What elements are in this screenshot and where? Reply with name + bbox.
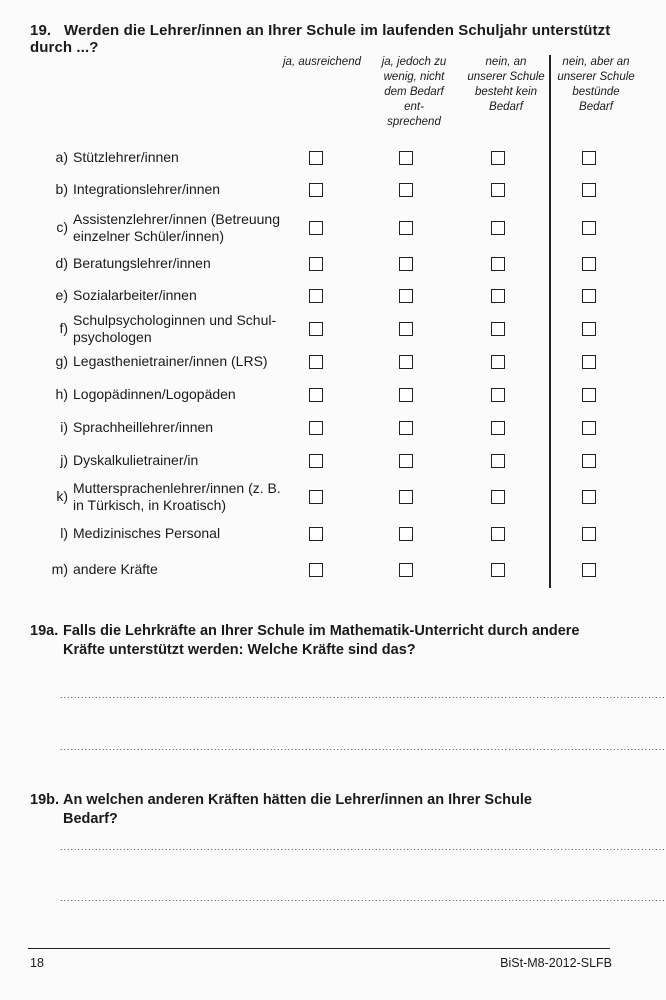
checkbox-row-b-col-3[interactable] (491, 183, 505, 197)
checkbox-row-f-col-2[interactable] (399, 322, 413, 336)
matrix-row-label (38, 386, 288, 403)
matrix-row-label (38, 452, 288, 469)
row-text: andere Kräfte (73, 561, 158, 577)
answer-line-19a-1[interactable]: ............................................................................................................................................................................. (60, 690, 666, 700)
column-header-2: ja, jedoch zu wenig, nicht dem Bedarf ent- sprechend (381, 56, 447, 128)
checkbox-row-k-col-2[interactable] (399, 490, 413, 504)
question-19b-number: 19b. (30, 792, 60, 808)
column-header-1: ja, ausreichend (283, 56, 361, 68)
matrix-row-label (38, 149, 288, 166)
checkbox-row-e-col-3[interactable] (491, 289, 505, 303)
question-19b (30, 791, 590, 829)
matrix-row-label (38, 419, 288, 436)
checkbox-row-d-col-3[interactable] (491, 257, 505, 271)
row-text: Schulpsychologinnen und Schul- psychologen (73, 312, 277, 345)
checkbox-row-b-col-1[interactable] (309, 183, 323, 197)
answer-line-19b-2[interactable]: ............................................................................................................................................................................. (60, 893, 666, 903)
matrix-row-label (38, 561, 288, 578)
checkbox-row-a-col-2[interactable] (399, 151, 413, 165)
matrix-row-label (38, 211, 288, 245)
matrix-row-label (38, 480, 288, 514)
checkbox-row-e-col-4[interactable] (582, 289, 596, 303)
row-letter: c) (56, 219, 68, 235)
column-separator (549, 55, 551, 588)
checkbox-row-l-col-4[interactable] (582, 527, 596, 541)
checkbox-row-c-col-3[interactable] (491, 221, 505, 235)
document-code: BiSt-M8-2012-SLFB (500, 956, 612, 970)
checkbox-row-d-col-1[interactable] (309, 257, 323, 271)
answer-line-19b-1[interactable]: ............................................................................................................................................................................. (60, 842, 666, 852)
question-19a-text: Falls die Lehrkräfte an Ihrer Schule im Mathematik-Unterricht durch andere Kräfte unterstützt werden: Welche Kräfte sind das? (63, 623, 580, 658)
row-letter: d) (55, 255, 68, 271)
checkbox-row-m-col-1[interactable] (309, 563, 323, 577)
row-text: Dyskalkulietrainer/in (73, 452, 199, 468)
checkbox-row-g-col-2[interactable] (399, 355, 413, 369)
row-text: Logopädinnen/Logopäden (73, 386, 236, 402)
checkbox-row-f-col-1[interactable] (309, 322, 323, 336)
checkbox-row-f-col-4[interactable] (582, 322, 596, 336)
row-letter: k) (56, 488, 68, 504)
checkbox-row-j-col-1[interactable] (309, 454, 323, 468)
checkbox-row-h-col-2[interactable] (399, 388, 413, 402)
checkbox-row-i-col-1[interactable] (309, 421, 323, 435)
row-letter: h) (55, 386, 68, 402)
row-letter: g) (55, 353, 68, 369)
checkbox-row-a-col-4[interactable] (582, 151, 596, 165)
column-header-3: nein, an unserer Schule besteht kein Bedarf (467, 56, 545, 113)
row-letter: a) (55, 149, 68, 165)
column-header-4: nein, aber an unserer Schule bestünde Bedarf (557, 56, 635, 113)
checkbox-row-j-col-4[interactable] (582, 454, 596, 468)
matrix-row-label (38, 255, 288, 272)
checkbox-row-h-col-1[interactable] (309, 388, 323, 402)
checkbox-row-c-col-4[interactable] (582, 221, 596, 235)
checkbox-row-g-col-1[interactable] (309, 355, 323, 369)
row-text: Sprachheillehrer/innen (73, 419, 214, 435)
row-letter: f) (59, 320, 68, 336)
row-text: Muttersprachenlehrer/innen (z. B. in Türkisch, in Kroatisch) (73, 480, 281, 513)
checkbox-row-a-col-1[interactable] (309, 151, 323, 165)
row-text: Stützlehrer/innen (73, 149, 179, 165)
checkbox-row-a-col-3[interactable] (491, 151, 505, 165)
checkbox-row-m-col-2[interactable] (399, 563, 413, 577)
row-text: Medizinisches Personal (73, 525, 221, 541)
checkbox-row-c-col-2[interactable] (399, 221, 413, 235)
question-19a-number: 19a. (30, 623, 59, 639)
checkbox-row-b-col-4[interactable] (582, 183, 596, 197)
checkbox-row-h-col-4[interactable] (582, 388, 596, 402)
matrix-row-label (38, 353, 288, 370)
checkbox-row-k-col-3[interactable] (491, 490, 505, 504)
question-19a (30, 622, 590, 660)
checkbox-row-e-col-2[interactable] (399, 289, 413, 303)
question-text: Werden die Lehrer/innen an Ihrer Schule im laufenden Schuljahr unterstützt durch ...? (30, 22, 611, 56)
row-letter: i) (60, 419, 68, 435)
checkbox-row-c-col-1[interactable] (309, 221, 323, 235)
checkbox-row-j-col-3[interactable] (491, 454, 505, 468)
checkbox-row-m-col-4[interactable] (582, 563, 596, 577)
checkbox-row-l-col-1[interactable] (309, 527, 323, 541)
matrix-row-label (38, 287, 288, 304)
row-text: Integrationslehrer/innen (73, 181, 221, 197)
answer-line-19a-2[interactable]: ............................................................................................................................................................................. (60, 742, 666, 752)
question-number: 19. (30, 22, 52, 39)
checkbox-row-k-col-1[interactable] (309, 490, 323, 504)
checkbox-row-d-col-2[interactable] (399, 257, 413, 271)
matrix-row-label (38, 525, 288, 542)
matrix-row-label (38, 312, 288, 346)
row-text: Legasthenietrainer/innen (LRS) (73, 353, 268, 369)
question-19b-text: An welchen anderen Kräften hätten die Lehrer/innen an Ihrer Schule Bedarf? (63, 792, 532, 827)
row-letter: m) (51, 561, 68, 577)
row-text: Assistenzlehrer/innen (Betreuung einzelner Schüler/innen) (73, 211, 281, 244)
checkbox-row-b-col-2[interactable] (399, 183, 413, 197)
checkbox-row-h-col-3[interactable] (491, 388, 505, 402)
row-letter: e) (55, 287, 68, 303)
checkbox-row-i-col-2[interactable] (399, 421, 413, 435)
page-number: 18 (30, 956, 44, 970)
checkbox-row-l-col-3[interactable] (491, 527, 505, 541)
row-letter: l) (60, 525, 68, 541)
checkbox-row-k-col-4[interactable] (582, 490, 596, 504)
checkbox-row-g-col-4[interactable] (582, 355, 596, 369)
matrix-row-label (38, 181, 288, 198)
checkbox-row-f-col-3[interactable] (491, 322, 505, 336)
checkbox-row-e-col-1[interactable] (309, 289, 323, 303)
row-text: Beratungslehrer/innen (73, 255, 211, 271)
checkbox-row-i-col-4[interactable] (582, 421, 596, 435)
checkbox-row-g-col-3[interactable] (491, 355, 505, 369)
checkbox-row-d-col-4[interactable] (582, 257, 596, 271)
checkbox-row-l-col-2[interactable] (399, 527, 413, 541)
footer-rule (28, 948, 610, 949)
checkbox-row-i-col-3[interactable] (491, 421, 505, 435)
row-letter: j) (60, 452, 68, 468)
row-letter: b) (55, 181, 68, 197)
checkbox-row-j-col-2[interactable] (399, 454, 413, 468)
checkbox-row-m-col-3[interactable] (491, 563, 505, 577)
row-text: Sozialarbeiter/innen (73, 287, 197, 303)
question-19-title (30, 22, 652, 56)
